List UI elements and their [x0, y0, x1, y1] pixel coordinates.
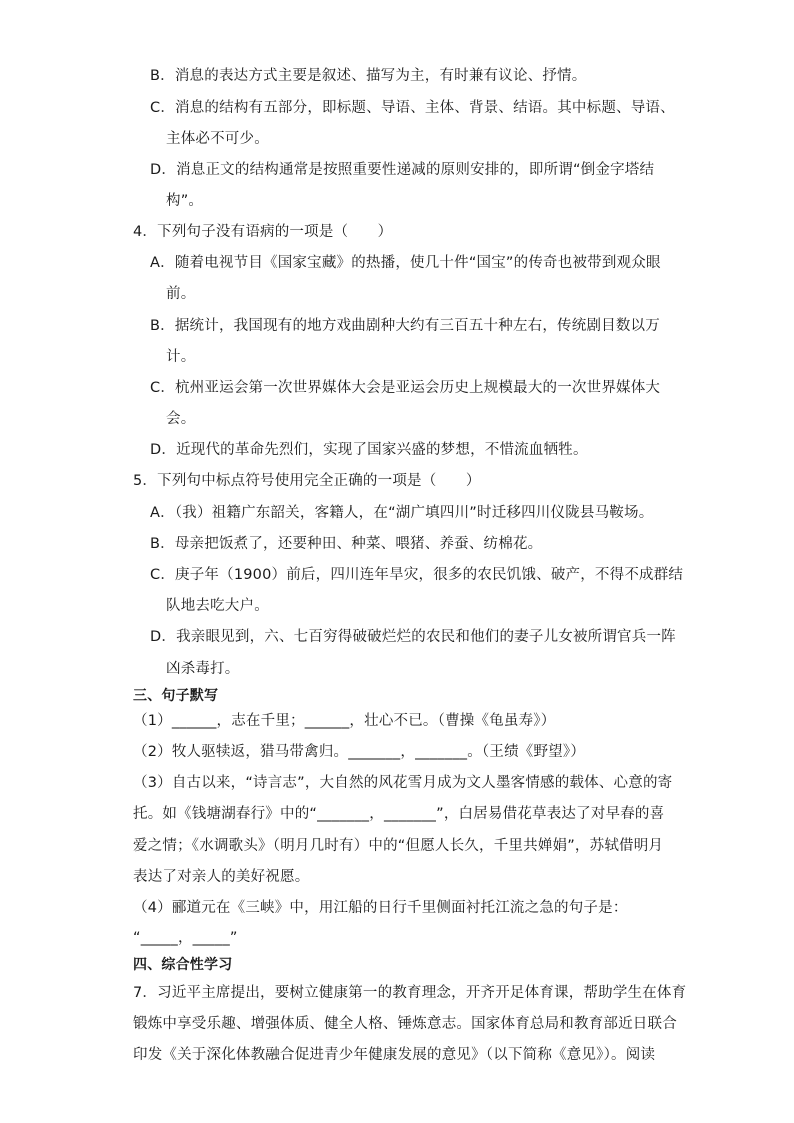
q7-line-3: 印发《关于深化体教融合促进青少年健康发展的意见》（以下简称《意见》）。阅读 [133, 1047, 656, 1063]
q3-option-c: C．消息的结构有五部分，即标题、导语、主体、背景、结语。其中标题、导语、 [150, 100, 675, 116]
q5-option-d: D．我亲眼见到，六、七百穷得破破烂烂的农民和他们的妻子儿女被所谓官兵一阵 [150, 629, 676, 645]
q7-line-2: 锻炼中享受乐趣、增强体质、健全人格、锤炼意志。国家体育总局和教育部近日联合 [133, 1016, 677, 1032]
q4-option-b: B．据统计，我国现有的地方戏曲剧种大约有三百五十种左右，传统剧目数以万 [150, 318, 660, 334]
q4-option-d: D．近现代的革命先烈们，实现了国家兴盛的梦想，不惜流血牺牲。 [150, 442, 588, 458]
q5-option-a: A．（我）祖籍广东韶关，客籍人，在“湖广填四川”时迁移四川仪陇县马鞍场。 [150, 505, 654, 521]
section-3-title: 三、句子默写 [133, 688, 219, 704]
q3-option-c-cont: 主体必不可少。 [166, 131, 269, 147]
fill-line-3-cont-2: 爱之情；《水调歌头》（明月几时有）中的“但愿人长久，千里共婵娟”，苏轼借明月 [133, 838, 664, 854]
q7-line-1: 7．习近平主席提出，要树立健康第一的教育理念，开齐开足体育课，帮助学生在体育 [133, 985, 687, 1001]
fill-line-3-cont-1: 托。如《钱塘湖春行》中的“_______，_______”，白居易借花草表达了对早春的喜 [133, 806, 665, 822]
fill-line-3: （3）自古以来，“诗言志”，大自然的风花雪月成为文人墨客情感的载体、心意的寄 [133, 775, 673, 791]
q5-stem: 5．下列句中标点符号使用完全正确的一项是（ ） [133, 473, 481, 489]
fill-line-1: （1）______，志在千里；______，壮心不已。（曹操《龟虽寿》） [133, 713, 556, 729]
q4-option-a: A．随着电视节目《国家宝藏》的热播，使几十件“国宝”的传奇也被带到观众眼 [150, 255, 661, 271]
q5-option-c-cont: 队地去吃大户。 [166, 598, 269, 614]
fill-line-3-cont-3: 表达了对亲人的美好祝愿。 [133, 869, 310, 885]
q3-option-d: D．消息正文的结构通常是按照重要性递减的原则安排的，即所谓“倒金字塔结 [150, 162, 655, 178]
q4-stem: 4．下列句子没有语病的一项是（ ） [133, 224, 393, 240]
q5-option-c: C．庚子年（1900）前后，四川连年旱灾，很多的农民饥饿、破产，不得不成群结 [150, 567, 684, 583]
fill-line-4: （4）郦道元在《三峡》中，用江船的日行千里侧面衬托江流之急的句子是： [133, 900, 628, 916]
section-4-title: 四、综合性学习 [133, 957, 233, 973]
q4-option-c: C．杭州亚运会第一次世界媒体大会是亚运会历史上规模最大的一次世界媒体大 [150, 380, 661, 396]
q3-option-b: B．消息的表达方式主要是叙述、描写为主，有时兼有议论、抒情。 [150, 68, 587, 84]
q5-option-b: B．母亲把饭煮了，还要种田、种菜、喂猪、养蚕、纺棉花。 [150, 536, 543, 552]
q4-option-a-cont: 前。 [166, 286, 196, 302]
q4-option-b-cont: 计。 [166, 349, 196, 365]
fill-line-2: （2）牧人驱犊返，猎马带禽归。_______，_______。（王绩《野望》） [133, 744, 586, 760]
fill-line-4-cont: “_____，_____” [133, 930, 238, 946]
q4-option-c-cont: 会。 [166, 411, 196, 427]
q3-option-d-cont: 构”。 [166, 193, 204, 209]
q5-option-d-cont: 凶杀毒打。 [166, 661, 240, 677]
